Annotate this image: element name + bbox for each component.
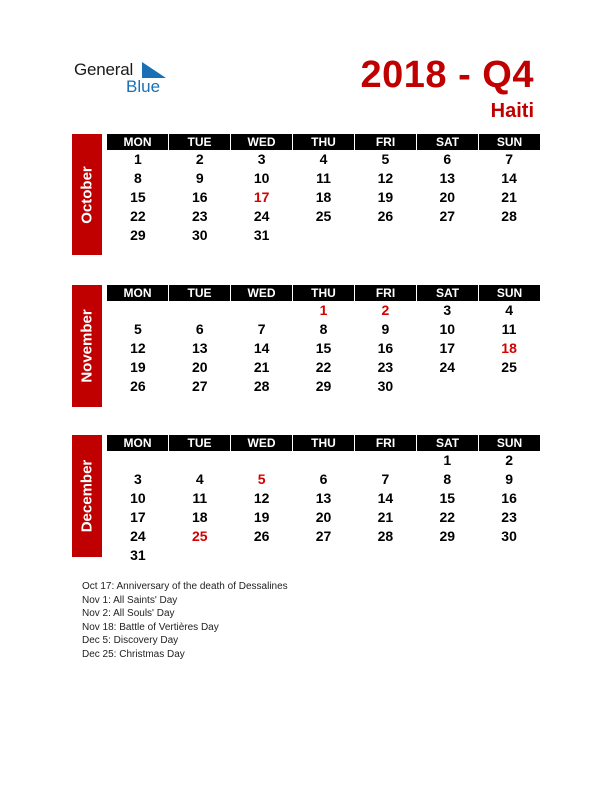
weekday-sun: SUN <box>479 134 540 150</box>
day-cell: 16 <box>377 340 394 356</box>
day-cell: 30 <box>501 528 517 544</box>
empty-day-cell <box>478 226 540 245</box>
day-cell: 25 <box>501 359 517 375</box>
weekday-fri: FRI <box>355 285 416 301</box>
month-name: October <box>78 165 96 224</box>
day-cell: 11 <box>501 321 517 337</box>
weekday-header <box>107 134 540 150</box>
day-cell: 15 <box>130 189 146 205</box>
week-row <box>107 188 540 207</box>
day-cell: 12 <box>253 490 270 506</box>
day-cell: 17 <box>130 509 146 525</box>
week-row <box>107 470 540 489</box>
week-row <box>107 527 540 546</box>
day-cell: 10 <box>253 170 270 186</box>
day-cell: 26 <box>130 378 146 394</box>
empty-day-cell <box>231 451 293 470</box>
logo-triangle-icon <box>142 62 166 78</box>
day-cell: 28 <box>253 378 270 394</box>
day-cell: 9 <box>195 170 204 186</box>
empty-day-cell <box>293 226 355 245</box>
day-cell: 14 <box>501 170 517 186</box>
day-cell: 9 <box>381 321 390 337</box>
day-cell: 15 <box>439 490 456 506</box>
month-tab <box>72 285 102 407</box>
empty-day-cell <box>478 377 540 396</box>
weekday-wed: WED <box>231 285 292 301</box>
empty-day-cell <box>478 546 540 565</box>
day-cell: 21 <box>501 189 517 205</box>
month-name: November <box>78 309 96 383</box>
day-cell: 29 <box>439 528 456 544</box>
week-row <box>107 150 540 169</box>
week-row <box>107 301 540 320</box>
day-cell: 31 <box>253 227 270 243</box>
day-cell: 24 <box>130 528 146 544</box>
day-cell: 28 <box>377 528 394 544</box>
weekday-sat: SAT <box>417 435 478 451</box>
day-cell: 7 <box>257 321 266 337</box>
day-cell: 19 <box>253 509 270 525</box>
day-cell: 5 <box>381 151 390 167</box>
weekday-thu: THU <box>293 285 354 301</box>
day-cell: 3 <box>134 471 142 487</box>
weekday-header <box>107 285 540 301</box>
day-cell: 25 <box>192 528 208 544</box>
day-cell: 12 <box>130 340 146 356</box>
day-cell: 1 <box>443 452 452 468</box>
day-cell: 10 <box>130 490 146 506</box>
day-cell: 11 <box>316 170 331 186</box>
calendar-grid <box>107 435 540 565</box>
month-name: December <box>78 459 96 533</box>
week-row <box>107 226 540 245</box>
day-cell: 26 <box>377 208 394 224</box>
logo-general-text: General <box>74 60 134 79</box>
day-cell: 4 <box>319 151 328 167</box>
weekday-mon: MON <box>107 435 168 451</box>
day-cell: 23 <box>192 208 208 224</box>
day-cell: 22 <box>315 359 332 375</box>
weekday-sat: SAT <box>417 134 478 150</box>
day-cell: 13 <box>439 170 456 186</box>
empty-day-cell <box>293 546 355 565</box>
holiday-note: Dec 25: Christmas Day <box>82 648 185 660</box>
page-title: 2018 - Q4 <box>360 54 534 96</box>
day-cell: 22 <box>130 208 146 224</box>
holiday-note: Dec 5: Discovery Day <box>82 635 179 646</box>
weekday-tue: TUE <box>169 285 230 301</box>
week-row <box>107 207 540 226</box>
day-cell: 19 <box>130 359 146 375</box>
day-cell: 27 <box>315 528 332 544</box>
day-cell: 24 <box>253 208 270 224</box>
day-cell: 6 <box>443 151 452 167</box>
day-cell: 2 <box>381 302 390 318</box>
weekday-header <box>107 435 540 451</box>
empty-day-cell <box>231 546 293 565</box>
day-cell: 5 <box>257 471 266 487</box>
day-cell: 17 <box>253 189 270 205</box>
logo <box>74 60 174 96</box>
day-cell: 19 <box>377 189 394 205</box>
week-row <box>107 320 540 339</box>
day-cell: 16 <box>501 490 517 506</box>
day-cell: 17 <box>439 340 456 356</box>
empty-day-cell <box>416 546 478 565</box>
day-cell: 18 <box>192 509 208 525</box>
empty-day-cell <box>107 301 169 320</box>
day-cell: 28 <box>501 208 517 224</box>
weekday-sun: SUN <box>479 285 540 301</box>
day-cell: 6 <box>195 321 204 337</box>
day-cell: 27 <box>192 378 208 394</box>
empty-day-cell <box>293 451 355 470</box>
week-row <box>107 489 540 508</box>
day-cell: 20 <box>315 509 332 525</box>
day-cell: 14 <box>253 340 270 356</box>
day-cell: 18 <box>501 340 517 356</box>
weekday-thu: THU <box>293 435 354 451</box>
day-cell: 13 <box>315 490 332 506</box>
day-cell: 26 <box>253 528 270 544</box>
day-cell: 5 <box>134 321 142 337</box>
weekday-fri: FRI <box>355 435 416 451</box>
weekday-fri: FRI <box>355 134 416 150</box>
week-row <box>107 339 540 358</box>
week-row <box>107 377 540 396</box>
day-cell: 15 <box>315 340 332 356</box>
logo-blue-text: Blue <box>126 77 161 96</box>
empty-day-cell <box>354 451 416 470</box>
weekday-wed: WED <box>231 435 292 451</box>
day-cell: 22 <box>439 509 456 525</box>
day-cell: 18 <box>315 189 332 205</box>
day-cell: 7 <box>505 151 513 167</box>
weekday-mon: MON <box>107 134 168 150</box>
calendar-grid <box>107 285 540 396</box>
day-cell: 24 <box>439 359 456 375</box>
day-cell: 11 <box>192 490 208 506</box>
country-name: Haiti <box>490 100 534 122</box>
day-cell: 16 <box>192 189 208 205</box>
empty-day-cell <box>416 377 478 396</box>
day-cell: 4 <box>505 302 513 318</box>
day-cell: 10 <box>439 321 456 337</box>
day-cell: 3 <box>257 151 266 167</box>
weekday-wed: WED <box>231 134 292 150</box>
weekday-tue: TUE <box>169 435 230 451</box>
weekday-sat: SAT <box>417 285 478 301</box>
week-row <box>107 546 540 565</box>
day-cell: 29 <box>130 227 146 243</box>
day-cell: 12 <box>377 170 394 186</box>
day-cell: 6 <box>319 471 328 487</box>
day-cell: 9 <box>505 471 513 487</box>
day-cell: 30 <box>377 378 394 394</box>
week-row <box>107 358 540 377</box>
day-cell: 14 <box>377 490 394 506</box>
holiday-note: Nov 18: Battle of Vertières Day <box>82 621 219 633</box>
day-cell: 23 <box>501 509 517 525</box>
weekday-tue: TUE <box>169 134 230 150</box>
week-row <box>107 508 540 527</box>
empty-day-cell <box>354 546 416 565</box>
day-cell: 4 <box>195 471 204 487</box>
day-cell: 1 <box>134 151 142 167</box>
empty-day-cell <box>416 226 478 245</box>
empty-day-cell <box>354 226 416 245</box>
weekday-sun: SUN <box>479 435 540 451</box>
day-cell: 8 <box>319 321 328 337</box>
day-cell: 3 <box>443 302 452 318</box>
day-cell: 8 <box>443 471 452 487</box>
day-cell: 13 <box>192 340 208 356</box>
holiday-note: Nov 2: All Souls' Day <box>82 608 175 619</box>
calendar-grid <box>107 134 540 245</box>
day-cell: 20 <box>192 359 208 375</box>
week-row <box>107 451 540 470</box>
weekday-mon: MON <box>107 285 168 301</box>
day-cell: 7 <box>381 471 390 487</box>
day-cell: 20 <box>439 189 456 205</box>
day-cell: 2 <box>505 452 513 468</box>
empty-day-cell <box>169 546 231 565</box>
holiday-note: Oct 17: Anniversary of the death of Dessalines <box>82 581 288 592</box>
empty-day-cell <box>107 451 169 470</box>
month-tab <box>72 134 102 255</box>
holiday-note: Nov 1: All Saints' Day <box>82 594 178 606</box>
empty-day-cell <box>169 301 231 320</box>
day-cell: 27 <box>439 208 456 224</box>
day-cell: 1 <box>319 302 328 318</box>
day-cell: 30 <box>192 227 208 243</box>
week-row <box>107 169 540 188</box>
day-cell: 29 <box>315 378 332 394</box>
day-cell: 2 <box>195 151 204 167</box>
weekday-thu: THU <box>293 134 354 150</box>
month-tab <box>72 435 102 557</box>
empty-day-cell <box>231 301 293 320</box>
day-cell: 8 <box>134 170 142 186</box>
empty-day-cell <box>169 451 231 470</box>
day-cell: 31 <box>130 547 146 563</box>
holiday-notes <box>82 580 288 661</box>
day-cell: 21 <box>377 509 394 525</box>
day-cell: 23 <box>377 359 394 375</box>
day-cell: 25 <box>315 208 332 224</box>
day-cell: 21 <box>253 359 270 375</box>
